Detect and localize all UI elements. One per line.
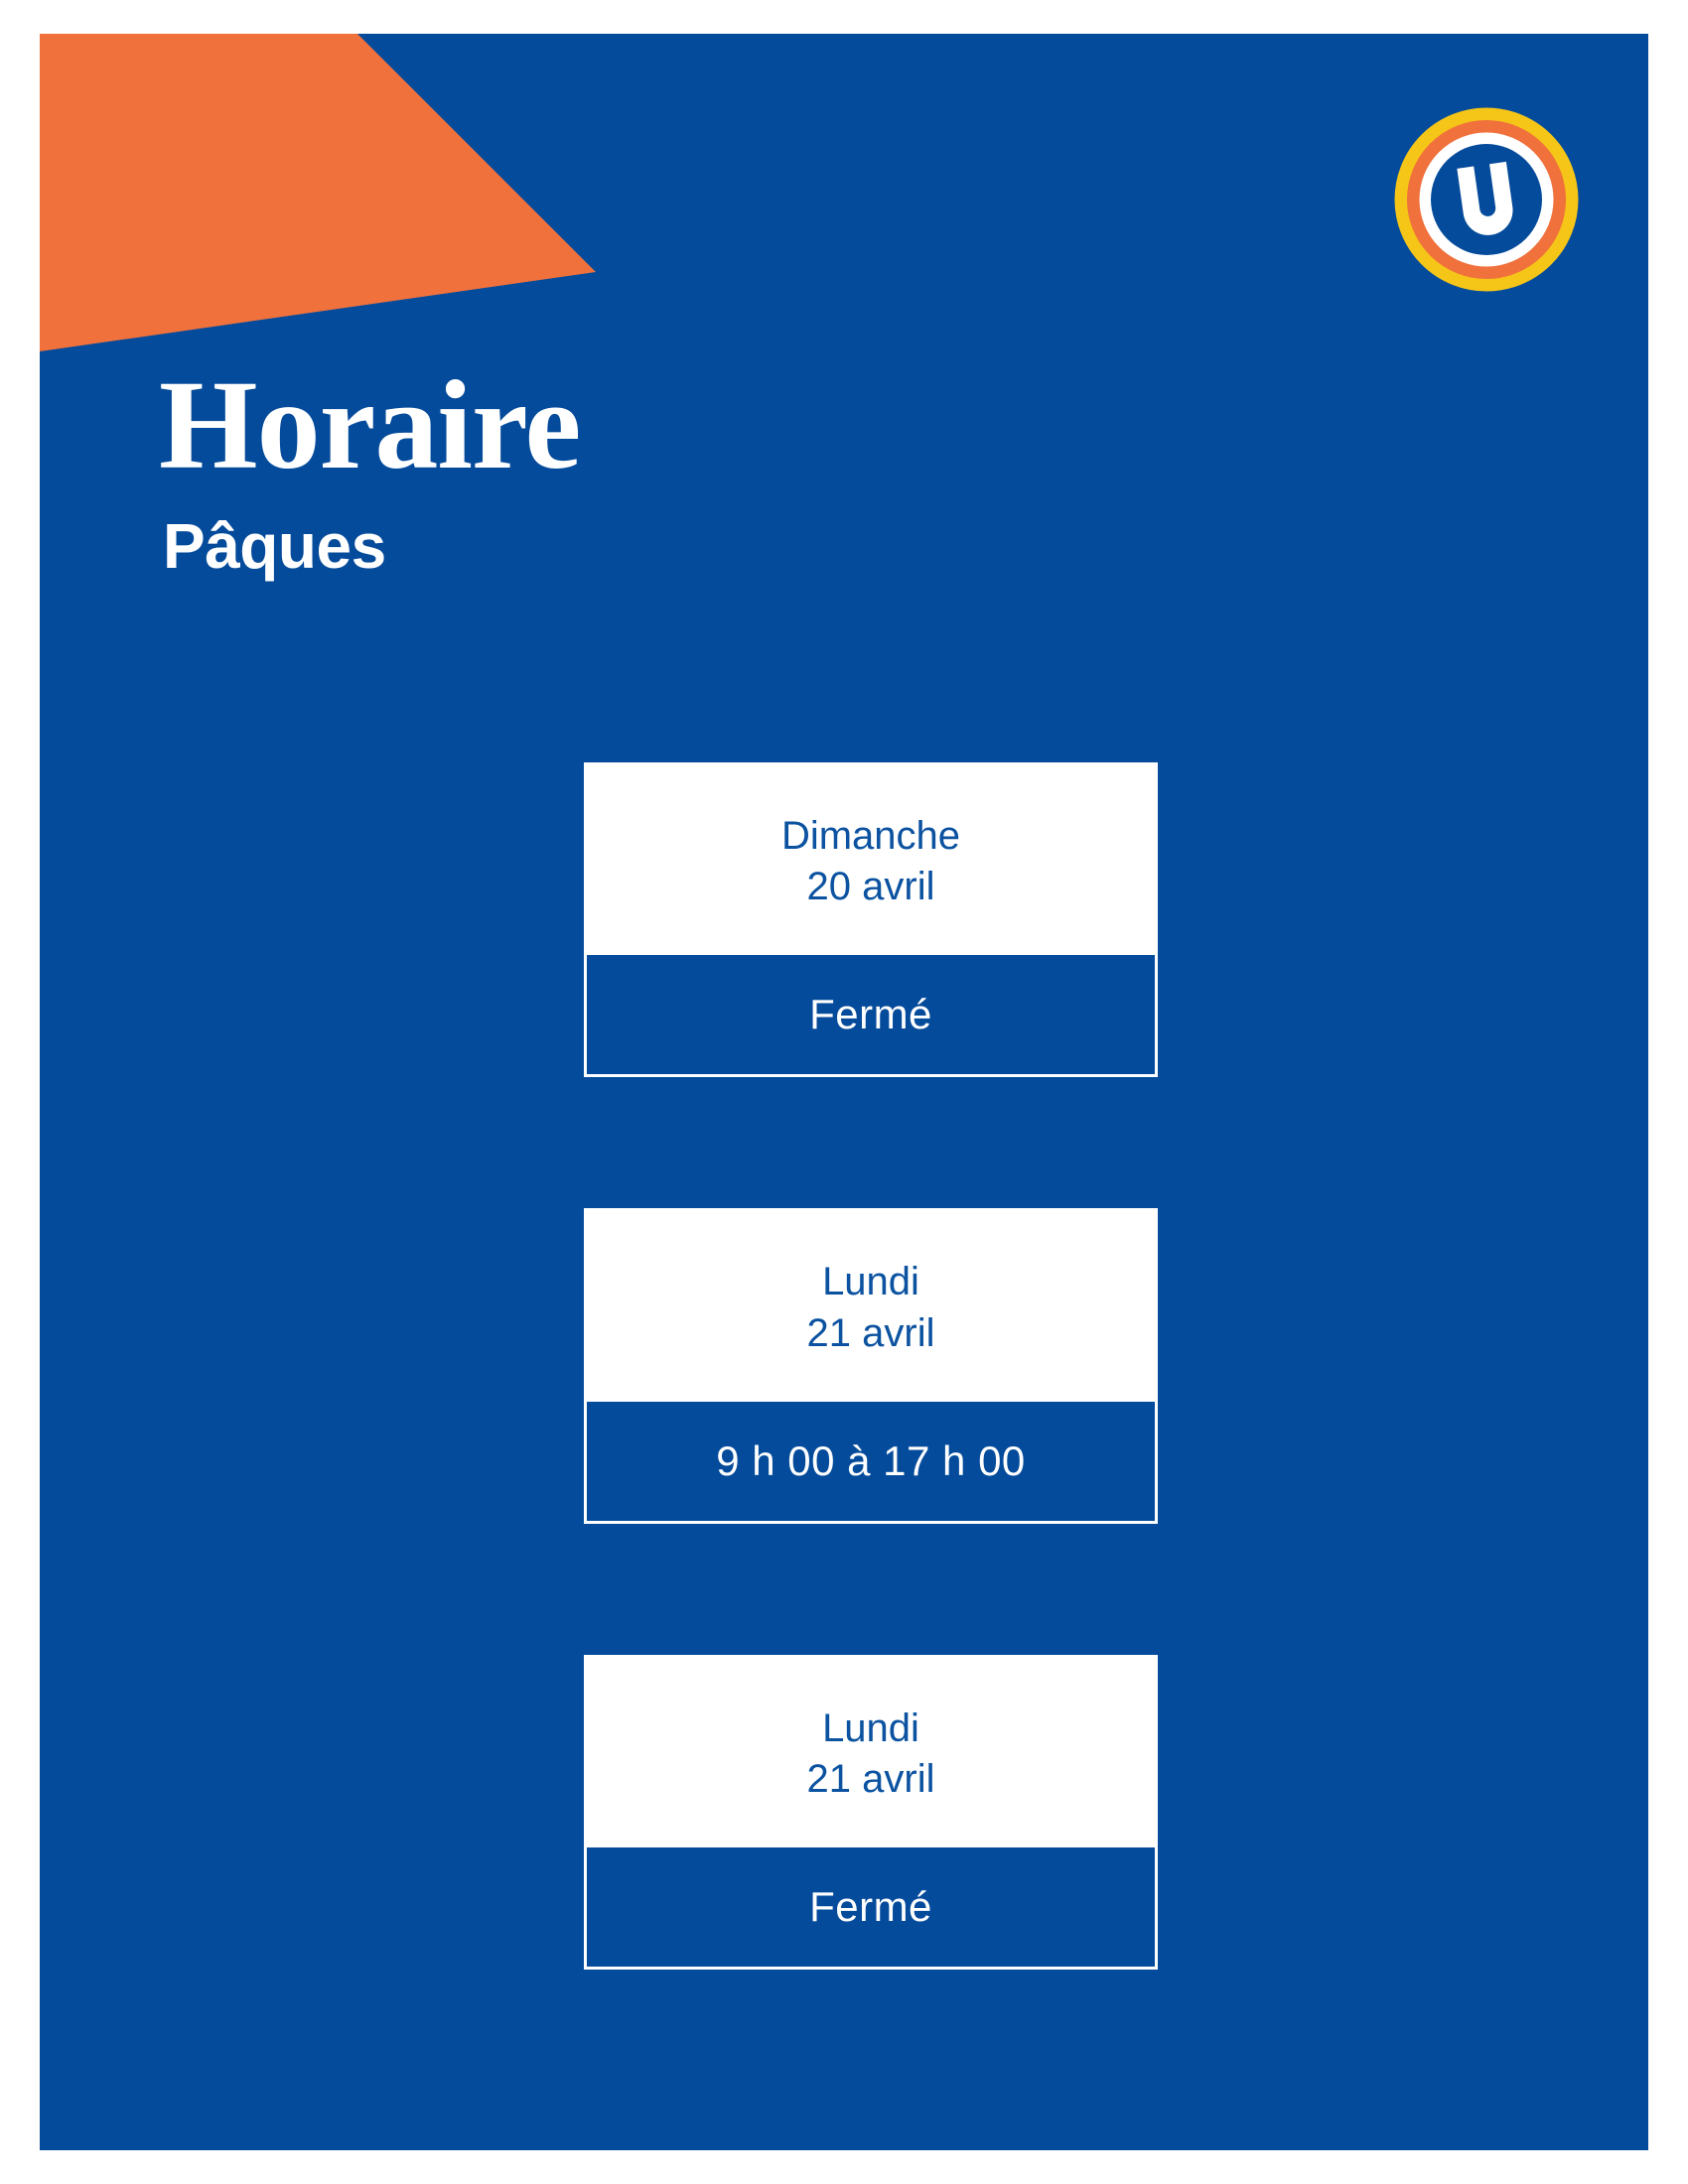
schedule-card xyxy=(584,1208,1158,1523)
schedule-card-list xyxy=(584,762,1160,1970)
title-block xyxy=(159,354,1152,584)
schedule-card-date xyxy=(584,1208,1158,1401)
schedule-card-day: Dimanche xyxy=(780,814,961,858)
schedule-card xyxy=(584,762,1158,1077)
schedule-card-hours: 9 h 00 à 17 h 00 xyxy=(584,1402,1158,1524)
schedule-card-day: Lundi xyxy=(822,1706,919,1750)
schedule-card-date xyxy=(584,1655,1158,1847)
page-subtitle: Pâques xyxy=(163,510,386,582)
logo-icon xyxy=(1394,107,1579,292)
schedule-card-hours: Fermé xyxy=(584,955,1158,1077)
page-title: Horaire xyxy=(159,354,581,495)
schedule-card-hours: Fermé xyxy=(584,1847,1158,1970)
schedule-card-date-value: 21 avril xyxy=(806,1310,935,1355)
schedule-card-date xyxy=(584,762,1158,955)
schedule-card xyxy=(584,1655,1158,1970)
schedule-card-day: Lundi xyxy=(822,1260,919,1304)
schedule-card-date-value: 21 avril xyxy=(806,1756,935,1801)
schedule-card-date-value: 20 avril xyxy=(806,865,935,909)
poster xyxy=(40,34,1648,2150)
